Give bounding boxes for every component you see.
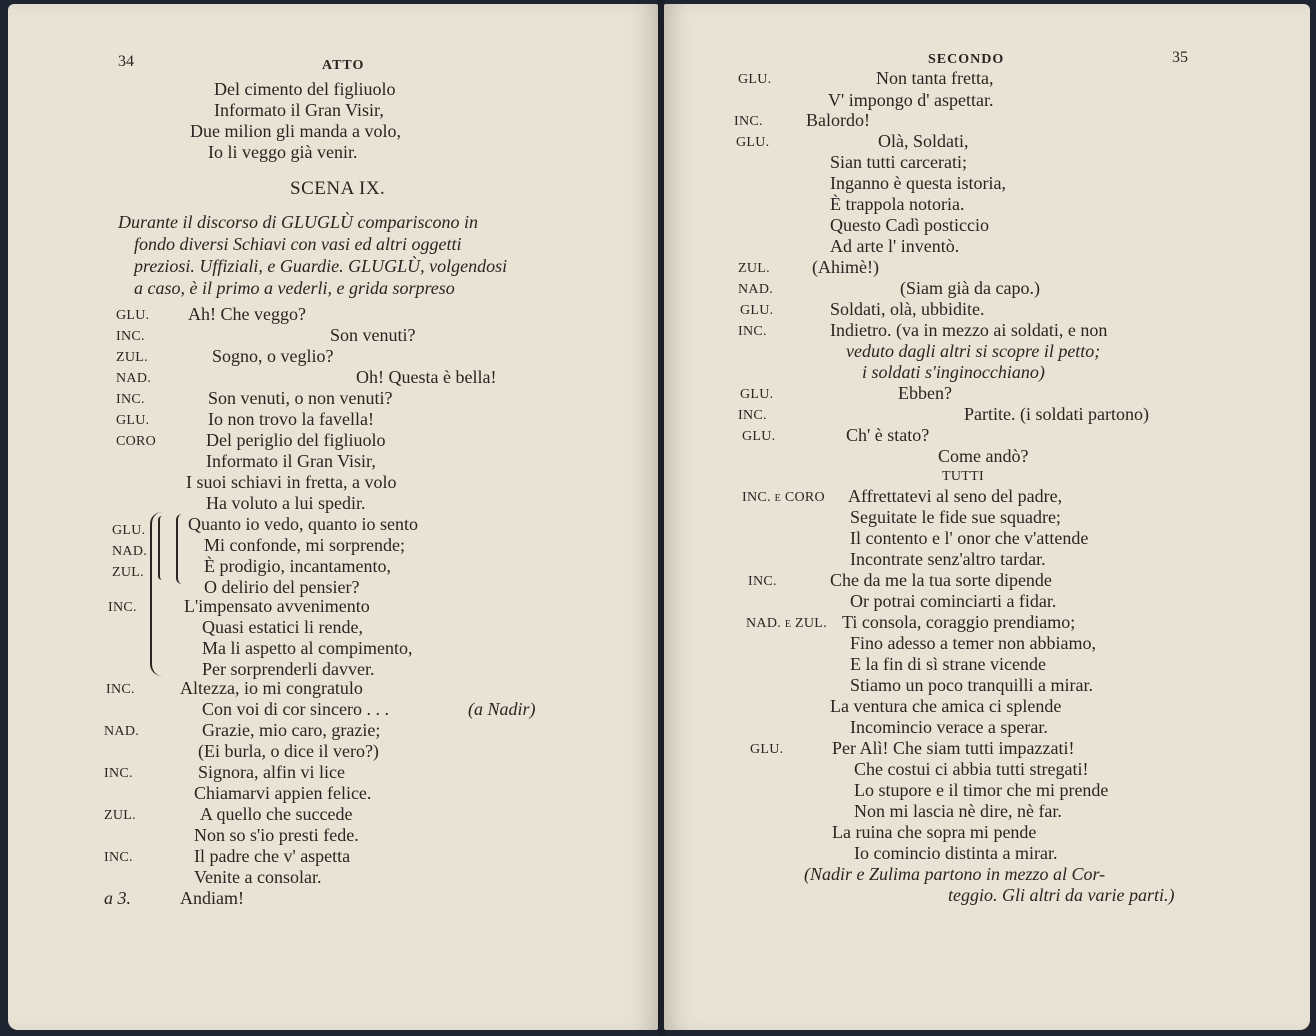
page-number: 34 bbox=[118, 53, 134, 70]
speaker-label: NAD. bbox=[738, 282, 774, 297]
speaker-label: CORO bbox=[116, 434, 157, 449]
aside-direction: (a Nadir) bbox=[468, 699, 536, 719]
dialogue-line: E la fin di sì strane vicende bbox=[850, 654, 1046, 674]
speaker-label: a 3. bbox=[104, 888, 131, 908]
speaker-label: ZUL. bbox=[116, 350, 148, 365]
dialogue-line: Informato il Gran Visir, bbox=[206, 451, 376, 471]
dialogue-line: Affrettatevi al seno del padre, bbox=[848, 486, 1063, 506]
chorus-heading: TUTTI bbox=[942, 469, 984, 484]
speaker-label: GLU. bbox=[738, 72, 772, 87]
dialogue-line: Inganno è questa istoria, bbox=[830, 173, 1006, 193]
dialogue-line: Andiam! bbox=[180, 888, 244, 908]
speaker-label: INC. bbox=[104, 766, 133, 781]
dialogue-line: Olà, Soldati, bbox=[878, 131, 969, 151]
speaker-label: GLU. bbox=[740, 303, 774, 318]
speaker-label: GLU. bbox=[736, 135, 770, 150]
speaker-label: INC. bbox=[108, 600, 137, 615]
dialogue-line: Incontrate senz'altro tardar. bbox=[850, 549, 1046, 569]
verse-line: Informato il Gran Visir, bbox=[214, 100, 384, 120]
dialogue-line: Altezza, io mi congratulo bbox=[180, 678, 363, 698]
verse-line: Due milion gli manda a volo, bbox=[190, 121, 401, 141]
ensemble-line: Ma li aspetto al compimento, bbox=[202, 638, 413, 658]
dialogue-line: Fino adesso a temer non abbiamo, bbox=[850, 633, 1096, 653]
speaker-label: INC. bbox=[734, 114, 763, 129]
dialogue-line: Del periglio del figliuolo bbox=[206, 430, 386, 450]
dialogue-line: Non mi lascia nè dire, nè far. bbox=[854, 801, 1062, 821]
brace-mark bbox=[150, 512, 162, 676]
dialogue-line: Questo Cadì posticcio bbox=[830, 215, 989, 235]
dialogue-line: Lo stupore e il timor che mi prende bbox=[854, 780, 1109, 800]
speaker-label: GLU. bbox=[112, 523, 146, 538]
speaker-label: INC. bbox=[748, 574, 777, 589]
speaker-label: GLU. bbox=[742, 429, 776, 444]
dialogue-line: Con voi di cor sincero . . . bbox=[202, 699, 389, 719]
stage-direction-line: (Nadir e Zulima partono in mezzo al Cor- bbox=[804, 864, 1106, 884]
speaker-label: GLU. bbox=[116, 308, 150, 323]
scene-title: SCENA IX. bbox=[290, 178, 386, 199]
dialogue-line: Or potrai cominciarti a fidar. bbox=[850, 591, 1057, 611]
dialogue-line: Son venuti, o non venuti? bbox=[208, 388, 393, 408]
dialogue-line: Ti consola, coraggio prendiamo; bbox=[842, 612, 1076, 632]
dialogue-line: Stiamo un poco tranquilli a mirar. bbox=[850, 675, 1093, 695]
dialogue-line: Balordo! bbox=[806, 110, 870, 130]
dialogue-line: Son venuti? bbox=[330, 325, 416, 345]
ensemble-line: L'impensato avvenimento bbox=[184, 596, 370, 616]
dialogue-line: Io non trovo la favella! bbox=[208, 409, 374, 429]
stage-direction-line: fondo diversi Schiavi con vasi ed altri oggetti bbox=[134, 234, 462, 254]
speaker-label: INC. bbox=[738, 408, 767, 423]
dialogue-line: Seguitate le fide sue squadre; bbox=[850, 507, 1061, 527]
stage-direction-line: a caso, è il primo a vederli, e grida sorpreso bbox=[134, 278, 455, 298]
dialogue-line: La ventura che amica ci splende bbox=[830, 696, 1062, 716]
speaker-label: INC. e CORO bbox=[742, 490, 825, 505]
dialogue-line: Indietro. (va in mezzo ai soldati, e non bbox=[830, 320, 1108, 340]
speaker-label: INC. bbox=[738, 324, 767, 339]
speaker-label: GLU. bbox=[116, 413, 150, 428]
dialogue-line: Ah! Che veggo? bbox=[188, 304, 306, 324]
dialogue-line: A quello che succede bbox=[200, 804, 353, 824]
dialogue-line: Che costui ci abbia tutti stregati! bbox=[854, 759, 1089, 779]
ensemble-line: Quanto io vedo, quanto io sento bbox=[188, 514, 418, 534]
dialogue-line: I suoi schiavi in fretta, a volo bbox=[186, 472, 397, 492]
dialogue-line: Il contento e l' onor che v'attende bbox=[850, 528, 1089, 548]
dialogue-line: Grazie, mio caro, grazie; bbox=[202, 720, 381, 740]
stage-direction-line: teggio. Gli altri da varie parti.) bbox=[948, 885, 1175, 905]
speaker-label: NAD. bbox=[104, 724, 140, 739]
dialogue-line: (Ei burla, o dice il vero?) bbox=[198, 741, 379, 761]
speaker-label: NAD. e ZUL. bbox=[746, 616, 827, 631]
dialogue-line: Oh! Questa è bella! bbox=[356, 367, 497, 387]
dialogue-line: Chiamarvi appien felice. bbox=[194, 783, 372, 803]
brace-mark bbox=[176, 514, 184, 584]
ensemble-line: È prodigio, incantamento, bbox=[204, 556, 391, 576]
left-page bbox=[8, 4, 658, 1030]
ensemble-line: Mi confonde, mi sorprende; bbox=[204, 535, 405, 555]
speaker-label: ZUL. bbox=[738, 261, 770, 276]
speaker-label: GLU. bbox=[750, 742, 784, 757]
speaker-label: INC. bbox=[106, 682, 135, 697]
running-head: SECONDO bbox=[928, 52, 1005, 67]
speaker-label: ZUL. bbox=[104, 808, 136, 823]
dialogue-line: Soldati, olà, ubbidite. bbox=[830, 299, 985, 319]
dialogue-line: Ad arte l' inventò. bbox=[830, 236, 960, 256]
page-number: 35 bbox=[1172, 49, 1188, 66]
stage-direction-line: i soldati s'inginocchiano) bbox=[862, 362, 1045, 382]
speaker-label: ZUL. bbox=[112, 565, 144, 580]
stage-direction-line: veduto dagli altri si scopre il petto; bbox=[846, 341, 1101, 361]
stage-direction-line: Durante il discorso di GLUGLÙ compariscono in bbox=[118, 212, 479, 232]
dialogue-line: Venite a consolar. bbox=[194, 867, 322, 887]
dialogue-line: Ch' è stato? bbox=[846, 425, 930, 445]
dialogue-line: Partite. (i soldati partono) bbox=[964, 404, 1149, 424]
speaker-label: NAD. bbox=[116, 371, 152, 386]
verse-line: Del cimento del figliuolo bbox=[214, 79, 396, 99]
dialogue-line: Non so s'io presti fede. bbox=[194, 825, 359, 845]
dialogue-line: Signora, alfin vi lice bbox=[198, 762, 345, 782]
dialogue-line: V' impongo d' aspettar. bbox=[828, 90, 994, 110]
dialogue-line: Come andò? bbox=[938, 446, 1029, 466]
speaker-label: INC. bbox=[116, 392, 145, 407]
dialogue-line: (Siam già da capo.) bbox=[900, 278, 1040, 298]
dialogue-line: Il padre che v' aspetta bbox=[194, 846, 351, 866]
dialogue-line: Sogno, o veglio? bbox=[212, 346, 334, 366]
dialogue-line: Ebben? bbox=[898, 383, 952, 403]
right-page bbox=[664, 4, 1310, 1030]
stage-direction-line: preziosi. Uffiziali, e Guardie. GLUGLÙ, volgendosi bbox=[134, 256, 508, 276]
dialogue-line: Io comincio distinta a mirar. bbox=[854, 843, 1058, 863]
speaker-label: INC. bbox=[104, 850, 133, 865]
ensemble-line: Quasi estatici li rende, bbox=[202, 617, 363, 637]
ensemble-line: O delirio del pensier? bbox=[204, 577, 360, 597]
dialogue-line: (Ahimè!) bbox=[812, 257, 879, 277]
dialogue-line: Che da me la tua sorte dipende bbox=[830, 570, 1052, 590]
dialogue-line: Sian tutti carcerati; bbox=[830, 152, 967, 172]
speaker-label: GLU. bbox=[740, 387, 774, 402]
verse-line: Io li veggo già venir. bbox=[208, 142, 358, 162]
dialogue-line: Non tanta fretta, bbox=[876, 68, 994, 88]
ensemble-line: Per sorprenderli davver. bbox=[202, 659, 375, 679]
dialogue-line: È trappola notoria. bbox=[830, 194, 965, 214]
running-head: ATTO bbox=[322, 58, 365, 73]
dialogue-line: Per Alì! Che siam tutti impazzati! bbox=[832, 738, 1075, 758]
speaker-label: INC. bbox=[116, 329, 145, 344]
speaker-label: NAD. bbox=[112, 544, 148, 559]
dialogue-line: Ha voluto a lui spedir. bbox=[206, 493, 366, 513]
dialogue-line: Incomincio verace a sperar. bbox=[850, 717, 1048, 737]
dialogue-line: La ruina che sopra mi pende bbox=[832, 822, 1037, 842]
